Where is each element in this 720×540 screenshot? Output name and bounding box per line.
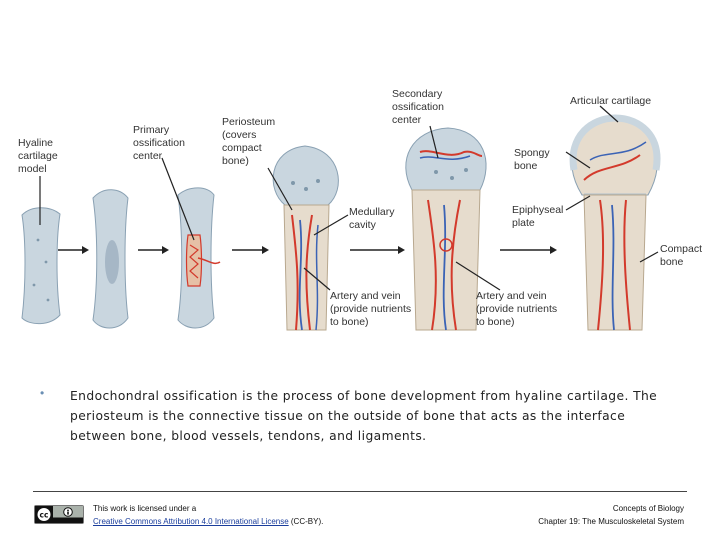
bullet-dot-icon: • bbox=[40, 386, 45, 400]
stage-primary-ossification bbox=[162, 158, 220, 328]
svg-text:cc: cc bbox=[39, 510, 49, 520]
license-suffix: (CC-BY). bbox=[288, 517, 324, 526]
stage-arrow bbox=[500, 246, 557, 254]
label-medullary-cavity: Medullary cavity bbox=[349, 206, 395, 231]
stage-arrow bbox=[58, 246, 89, 254]
label-epiphyseal-plate: Epiphyseal plate bbox=[512, 204, 564, 229]
label-periosteum: Periosteum (covers compact bone) bbox=[222, 116, 276, 167]
license-link[interactable]: Creative Commons Attribution 4.0 International License bbox=[93, 517, 289, 526]
chapter-credit bbox=[538, 502, 684, 528]
stage-arrow bbox=[232, 246, 269, 254]
stage-hyaline-cartilage-model bbox=[22, 176, 60, 324]
label-secondary-ossification-center: Secondary ossification center bbox=[392, 88, 444, 126]
stage-arrow bbox=[138, 246, 169, 254]
label-hyaline-cartilage-model: Hyaline cartilage model bbox=[18, 137, 58, 175]
stage-mature-bone bbox=[566, 106, 658, 330]
label-spongy-bone: Spongy bone bbox=[514, 147, 550, 172]
label-articular-cartilage: Articular cartilage bbox=[570, 95, 652, 107]
chapter-title: Chapter 19: The Musculoskeletal System bbox=[538, 517, 684, 526]
label-compact-bone: Compact bone bbox=[660, 243, 703, 268]
stage-early-cartilage bbox=[93, 190, 128, 328]
book-title: Concepts of Biology bbox=[612, 504, 684, 513]
footer-divider bbox=[33, 491, 687, 492]
stage-arrow bbox=[350, 246, 405, 254]
label-artery-vein-right: Artery and vein (provide nutrients to bone) bbox=[476, 290, 558, 328]
cc-by-icon bbox=[34, 505, 84, 524]
license-prefix: This work is licensed under a bbox=[93, 504, 197, 513]
label-primary-ossification-center: Primary ossification center bbox=[133, 124, 185, 162]
bullet-text: Endochondral ossification is the process of bone development from hyaline cartilage. The periosteum is the connective tissue on the outside of bone that acts as the interface between bone, blood vessels, tendons, and ligaments. bbox=[70, 389, 658, 443]
label-artery-vein-left: Artery and vein (provide nutrients to bone) bbox=[330, 290, 412, 328]
license-notice bbox=[93, 502, 323, 528]
